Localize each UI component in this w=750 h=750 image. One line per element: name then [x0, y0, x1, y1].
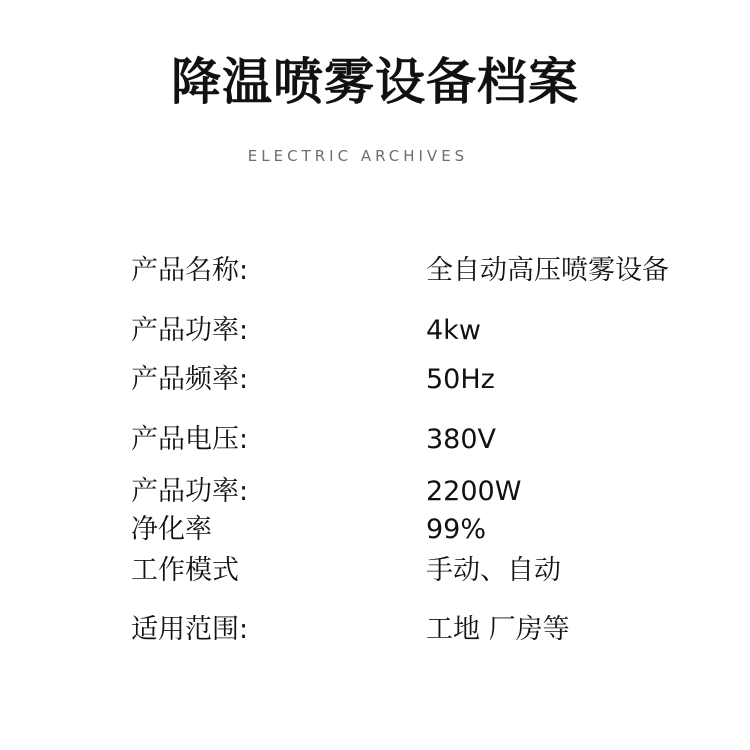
spec-row-power-watts: [0, 474, 750, 510]
spec-value: 50Hz: [426, 364, 495, 395]
spec-label: 产品电压:: [131, 424, 249, 455]
spec-label: 产品频率:: [131, 364, 249, 395]
spec-row-scope: [0, 612, 750, 648]
spec-label: 产品功率:: [131, 476, 249, 507]
spec-value: 2200W: [426, 476, 522, 507]
spec-row-work-mode: [0, 553, 750, 589]
spec-row-purification: [0, 512, 750, 548]
spec-value: 99%: [426, 514, 487, 545]
spec-row-power: [0, 313, 750, 349]
spec-row-frequency: [0, 362, 750, 398]
spec-label: 工作模式: [131, 555, 239, 586]
spec-value: 手动、自动: [426, 555, 561, 586]
spec-value: 全自动高压喷雾设备: [426, 255, 669, 286]
page-title: 降温喷雾设备档案: [171, 53, 579, 111]
page-subtitle: ELECTRIC ARCHIVES: [247, 147, 469, 165]
spec-value: 工地 厂房等: [426, 614, 570, 645]
spec-value: 4kw: [426, 315, 481, 346]
spec-label: 适用范围:: [131, 614, 249, 645]
spec-value: 380V: [426, 424, 497, 455]
spec-label: 净化率: [131, 514, 212, 545]
spec-label: 产品名称:: [131, 255, 249, 286]
spec-row-voltage: [0, 422, 750, 458]
spec-row-product-name: [0, 253, 750, 289]
spec-label: 产品功率:: [131, 315, 249, 346]
